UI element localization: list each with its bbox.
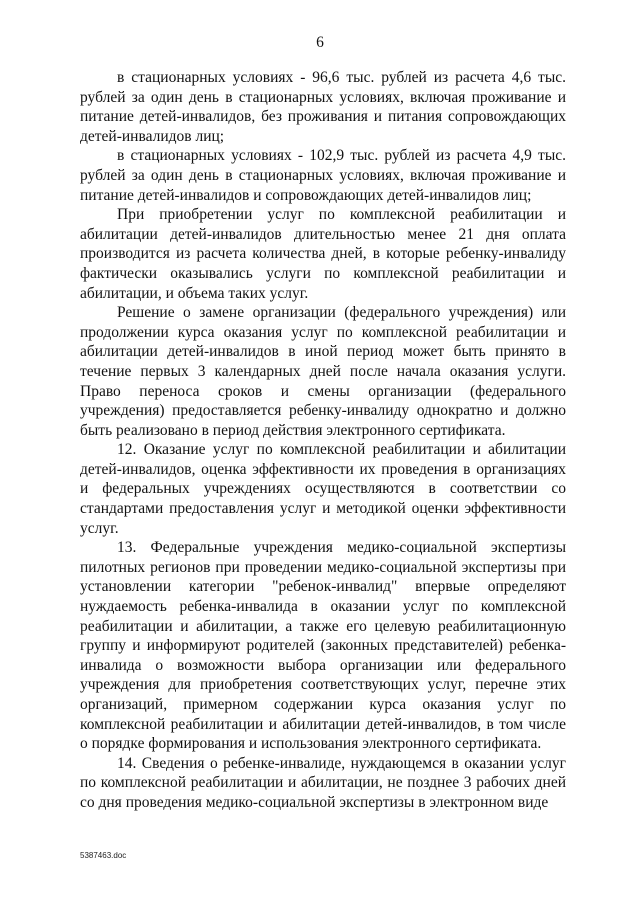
paragraph-item-12: 12. Оказание услуг по комплексной реабилитации и абилитации детей-инвалидов, оценка эффективности их проведения в организациях и федеральных учреждениях осуществляются в соответствии со стандартами предоставления услуг и методикой оценки эффективности услуг.	[80, 441, 566, 537]
document-body	[80, 68, 566, 813]
document-file-id: 5387463.doc	[80, 851, 127, 860]
paragraph-item-13: 13. Федеральные учреждения медико-социальной экспертизы пилотных регионов при проведении медико-социальной экспертизы при установлении категории "ребенок-инвалид" впервые определяют нуждаемость ребенка-инвалида в оказании услуг по комплексной реабилитации и абилитации, а также его целевую реабилитационную группу и информируют родителей (законных представителей) ребенка-инвалида о возможности выбора организации или федерального учреждения для приобретения соответствующих услуг, перечне этих организаций, примерном содержании курса оказания услуг по комплексной реабилитации и абилитации детей-инвалидов, в том числе о порядке формирования и использования электронного сертификата.	[80, 539, 566, 753]
paragraph-stationary-no-escort: в стационарных условиях - 96,6 тыс. рублей из расчета 4,6 тыс. рублей за один день в стационарных условиях, включая проживание и питание детей-инвалидов, без проживания и питания сопровождающих детей-инвалидов лиц;	[80, 69, 566, 145]
paragraph-item-14: 14. Сведения о ребенке-инвалиде, нуждающемся в оказании услуг по комплексной реабилитации и абилитации, не позднее 3 рабочих дней со дня проведения медико-социальной экспертизы в электронном виде	[80, 754, 566, 811]
page-number: 6	[316, 34, 324, 51]
paragraph-stationary-with-escort: в стационарных условиях - 102,9 тыс. рублей из расчета 4,9 тыс. рублей за один день в стационарных условиях, включая проживание и питание детей-инвалидов и сопровождающих детей-инвалидов лиц;	[80, 147, 566, 204]
paragraph-short-duration-payment: При приобретении услуг по комплексной реабилитации и абилитации детей-инвалидов длительностью менее 21 дня оплата производится из расчета количества дней, в которые ребенку-инвалиду фактически оказывались услуги по комплексной реабилитации и абилитации, и объема таких услуг.	[80, 206, 566, 302]
paragraph-organization-replacement: Решение о замене организации (федерального учреждения) или продолжении курса оказания услуг по комплексной реабилитации и абилитации детей-инвалидов в иной период может быть принято в течение первых 3 календарных дней после начала оказания услуги. Право переноса сроков и смены организации (федерального учреждения) предоставляется ребенку-инвалиду однократно и должно быть реализовано в период действия электронного сертификата.	[80, 304, 566, 439]
